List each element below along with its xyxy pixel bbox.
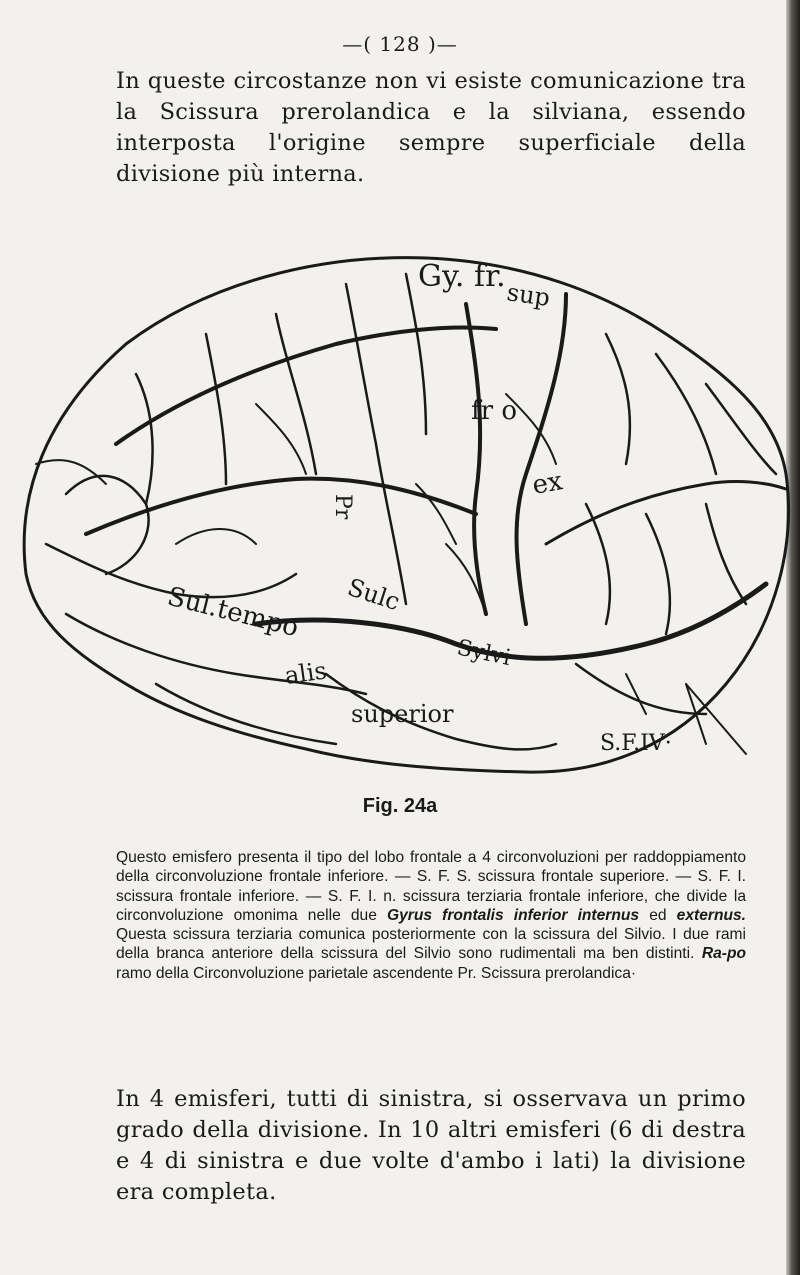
label-ex: ex — [530, 466, 565, 501]
brain-illustration — [6, 244, 796, 784]
label-alis: alis — [282, 656, 329, 690]
legend-text-3: ramo della Circonvoluzione parietale ascendente Pr. Scissura prerolandica· — [116, 964, 637, 982]
page-number: —( 128 )— — [342, 32, 458, 56]
legend-text-mid: ed — [649, 906, 667, 924]
sulcus-frontalis-inferior — [86, 479, 476, 534]
figure-legend — [116, 848, 746, 983]
label-superior: superior — [351, 700, 454, 728]
paragraph-bottom: In 4 emisferi, tutti di sinistra, si osservava un primo grado della divisione. In 10 altri emisferi (6 di destra e 4 di sinistra e due volte d'ambo i lati) la divisione era completa. — [116, 1086, 746, 1205]
sulcus-terziaria — [546, 482, 786, 544]
label-pr: Pr — [330, 494, 355, 520]
label-gy-fr: Gy. fr. — [418, 259, 506, 294]
label-sylvi: Sylvi — [454, 635, 513, 672]
legend-italic-1: Gyrus frontalis inferior internus — [386, 906, 640, 924]
label-sul-temp: Sul.tempo — [164, 581, 302, 644]
paragraph-top: In queste circostanze non vi esiste comunicazione tra la Scissura prerolandica e la silviana, essendo interposta l'origine sempre superficiale della divisione più interna. — [116, 68, 746, 187]
label-sulcus: Sulc — [344, 573, 404, 617]
legend-text-1: Questo emisfero presenta il tipo del lobo frontale a 4 circonvoluzioni per raddoppiamento della circonvoluzione frontale inferiore. — S. F. S. scissura frontale superiore. — S. F. I. scissura frontale inferiore. — S. F. I. n. scissura terziaria frontale inferiore, che divide la circonvoluzione omonima nelle due — [116, 849, 746, 924]
figure-caption: Fig. 24a — [362, 795, 438, 817]
label-fr-o: fr o — [471, 396, 517, 426]
label-sup: sup — [505, 278, 552, 312]
sulcus-central — [517, 294, 566, 624]
legend-italic-3: Ra-po — [701, 945, 746, 963]
legend-italic-2: externus. — [676, 906, 747, 924]
brain-figure — [6, 244, 796, 784]
legend-text-2: Questa scissura terziaria comunica posteriormente con la scissura del Silvio. I due rami della branca anteriore della scissura del Silvio sono rudimentali ma ben distinti. — [116, 926, 746, 963]
sulcus-prerolandica — [466, 304, 486, 614]
label-sfiv: S.F.IV· — [600, 731, 672, 756]
